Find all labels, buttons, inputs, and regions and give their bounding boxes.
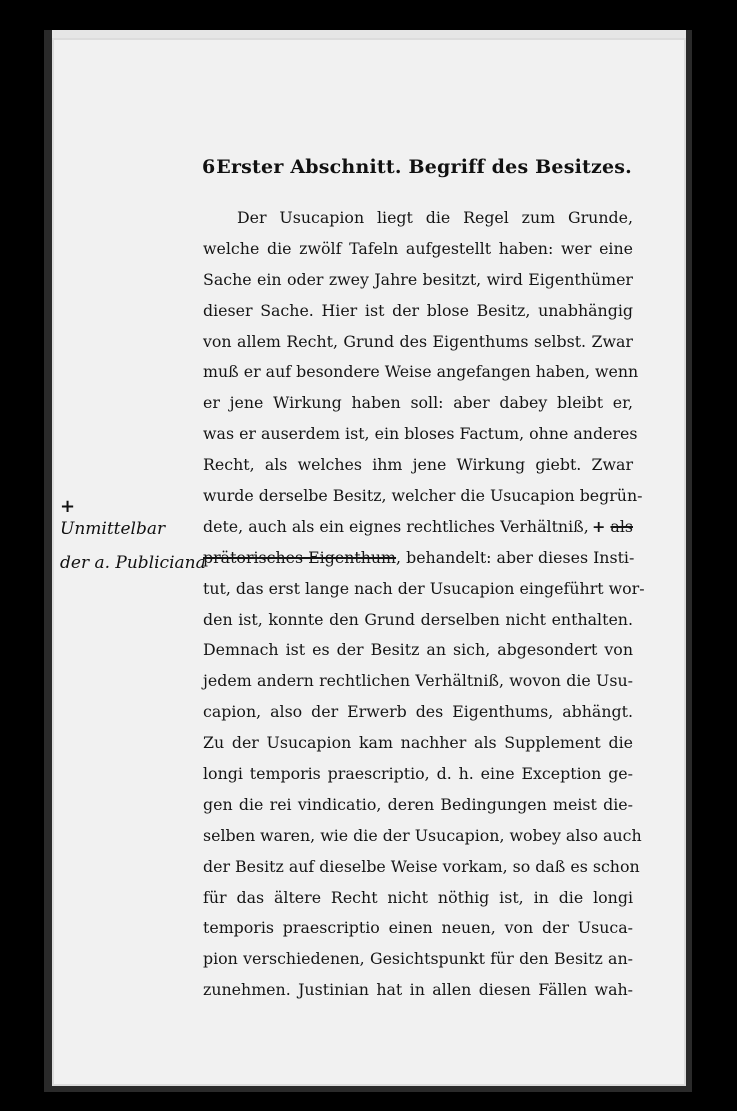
text-line: von allem Recht, Grund des Eigenthums selbst. Zwar (203, 331, 633, 351)
text-line: dieser Sache. Hier ist der blose Besitz, unabhängig (203, 300, 633, 320)
text-line: den ist, konnte den Grund derselben nicht enthalten. (203, 609, 633, 629)
struck-text: als (610, 516, 633, 536)
text-line: er jene Wirkung haben soll: aber dabey bleibt er, (203, 393, 633, 413)
text-line: muß er auf besondere Weise angefangen haben, wenn (203, 362, 639, 382)
text-line: der Besitz auf dieselbe Weise vorkam, so daß es schon (203, 856, 640, 876)
text-line: für das ältere Recht nicht nöthig ist, in die longi (203, 887, 633, 907)
text-line: longi temporis praescriptio, d. h. eine Exception ge- (203, 764, 633, 784)
text-line: Demnach ist es der Besitz an sich, abgesondert von (203, 640, 633, 660)
margin-note-line-2: der a. Publiciana (60, 553, 206, 573)
text-line: pion verschiedenen, Gesichtspunkt für den Besitz an- (203, 949, 633, 969)
text-line: tut, das erst lange nach der Usucapion eingeführt wor- (203, 578, 645, 598)
text-line: Recht, als welches ihm jene Wirkung giebt. Zwar (203, 455, 633, 475)
running-head (202, 156, 632, 188)
page-number: 6 (202, 156, 216, 178)
margin-note-line-1: Unmittelbar (60, 519, 166, 539)
body-text (203, 203, 645, 1006)
text-line: selben waren, wie die der Usucapion, wobey also auch (203, 825, 642, 845)
margin-plus-mark: + (60, 496, 76, 517)
struck-text: prätorisches Eigenthum (203, 547, 397, 567)
text-line: wurde derselbe Besitz, welcher die Usucapion begrün- (203, 486, 643, 506)
insertion-mark: + (591, 516, 606, 536)
text-line: Der Usucapion liegt die Regel zum Grunde, (237, 208, 633, 227)
text-line: capion, also der Erwerb des Eigenthums, abhängt. (203, 702, 633, 722)
text-segment: dete, auch als ein eignes rechtliches Verhältniß, (203, 516, 589, 536)
header-title: Erster Abschnitt. Begriff des Besitzes. (216, 156, 632, 178)
margin-annotation (60, 496, 210, 580)
text-line: gen die rei vindicatio, deren Bedingungen meist die- (203, 794, 633, 814)
text-line: temporis praescriptio einen neuen, von der Usuca- (203, 918, 633, 938)
text-line: Sache ein oder zwey Jahre besitzt, wird Eigenthümer (203, 269, 633, 289)
text-segment: , behandelt: aber dieses Insti- (396, 547, 635, 567)
text-line (203, 543, 633, 574)
text-line: Zu der Usucapion kam nachher als Supplement die (203, 733, 633, 753)
text-line: was er auserdem ist, ein bloses Factum, ohne anderes (203, 424, 638, 444)
text-line (203, 512, 633, 543)
text-line: welche die zwölf Tafeln aufgestellt haben: wer eine (203, 238, 633, 258)
text-line: zunehmen. Justinian hat in allen diesen Fällen wah- (203, 980, 633, 1000)
text-line: jedem andern rechtlichen Verhältniß, wovon die Usu- (203, 671, 633, 691)
